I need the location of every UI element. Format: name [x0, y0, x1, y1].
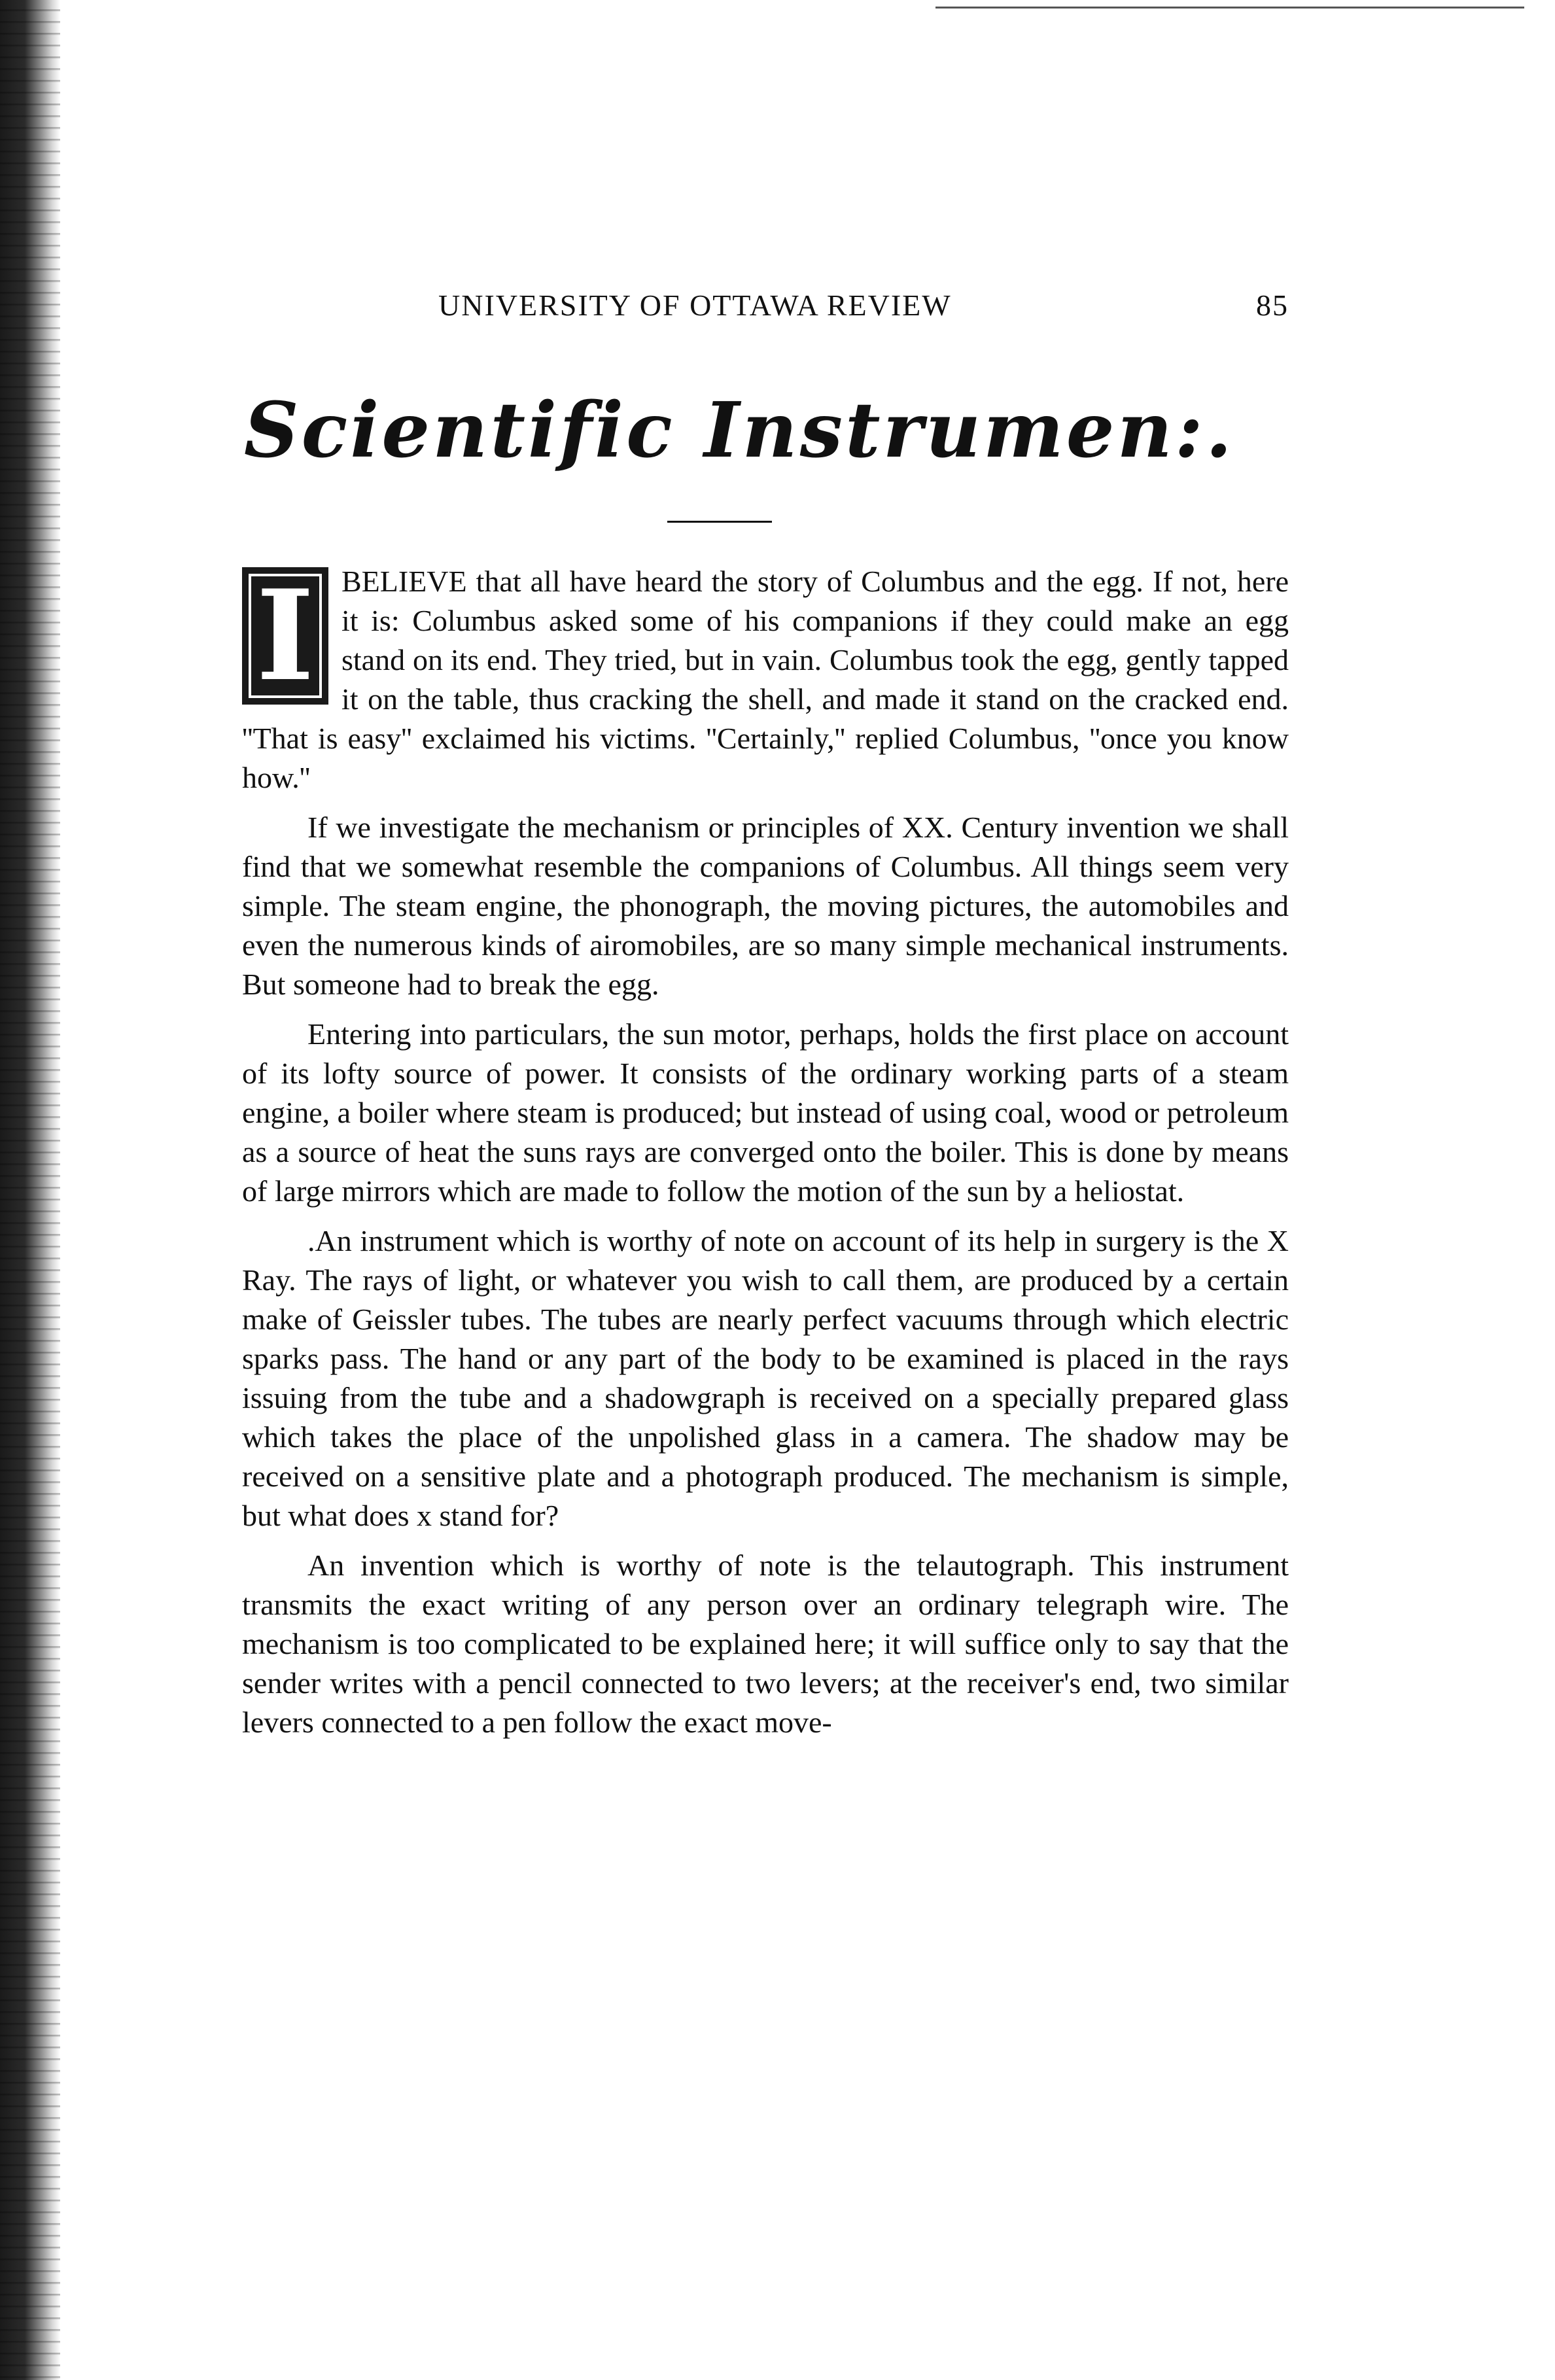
paragraph-2: If we investigate the mechanism or principles of XX. Century invention we shall find that we somewhat resemble the companions of Columbus. All things seem very simple. The steam engine, the phonograph, the moving pictures, the automobiles and even the numerous kinds of airomobiles, are so many simple mechanical instruments. But someone had to break the egg. — [242, 811, 1289, 1001]
book-spine-shadow — [0, 0, 60, 2380]
running-header — [242, 288, 1289, 327]
top-edge-rule — [935, 7, 1524, 9]
paragraph-1 — [242, 562, 1289, 797]
article-body — [242, 562, 1289, 1742]
paragraph-3: Entering into particulars, the sun motor, perhaps, holds the first place on account of its lofty source of power. It consists of the ordinary working parts of a steam engine, a boiler where steam is produced; but instead of using coal, wood or petroleum as a source of heat the suns rays are converged onto the boiler. This is done by means of large mirrors which are made to follow the motion of the sun by a heliostat. — [242, 1017, 1289, 1208]
article-title: Scientific Instrumen:. — [243, 386, 1235, 475]
paragraph-1-text: BELIEVE that all have heard the story of Columbus and the egg. If not, here it is: Columbus asked some of his companions if they could make an egg stand on its end. They tried, but in vain. Columbus took the egg, gently tapped it on the table, thus cracking the shell, and made it stand on the cracked end. ''That is easy'' exclaimed his victims. ''Certainly,'' replied Columbus, ''once you know how.'' — [242, 565, 1289, 794]
journal-title: UNIVERSITY OF OTTAWA REVIEW — [438, 289, 952, 322]
paragraph-4: .An instrument which is worthy of note on account of its help in surgery is the X Ray. The rays of light, or whatever you wish to call them, are produced by a certain make of Geissler tubes. The tubes are nearly perfect vacuums through which electric sparks pass. The hand or any part of the body to be examined is placed in the rays issuing from the tube and a shadowgraph is received on a specially prepared glass which takes the place of the unpolished glass in a camera. The shadow may be received on a sensitive plate and a photograph produced. The mechanism is simple, but what does x stand for? — [242, 1224, 1289, 1532]
page-content — [242, 288, 1289, 1753]
paragraph-5: An invention which is worthy of note is the telautograph. This instrument transmits the exact writing of any person over an ordinary telegraph wire. The mechanism is too complicated to be explained here; it will suffice only to say that the sender writes with a pencil connected to two levers; at the receiver's end, two similar levers connected to a pen follow the exact move- — [242, 1549, 1289, 1739]
page-number: 85 — [1256, 289, 1289, 322]
drop-cap: I — [242, 567, 328, 705]
title-divider — [667, 521, 772, 523]
